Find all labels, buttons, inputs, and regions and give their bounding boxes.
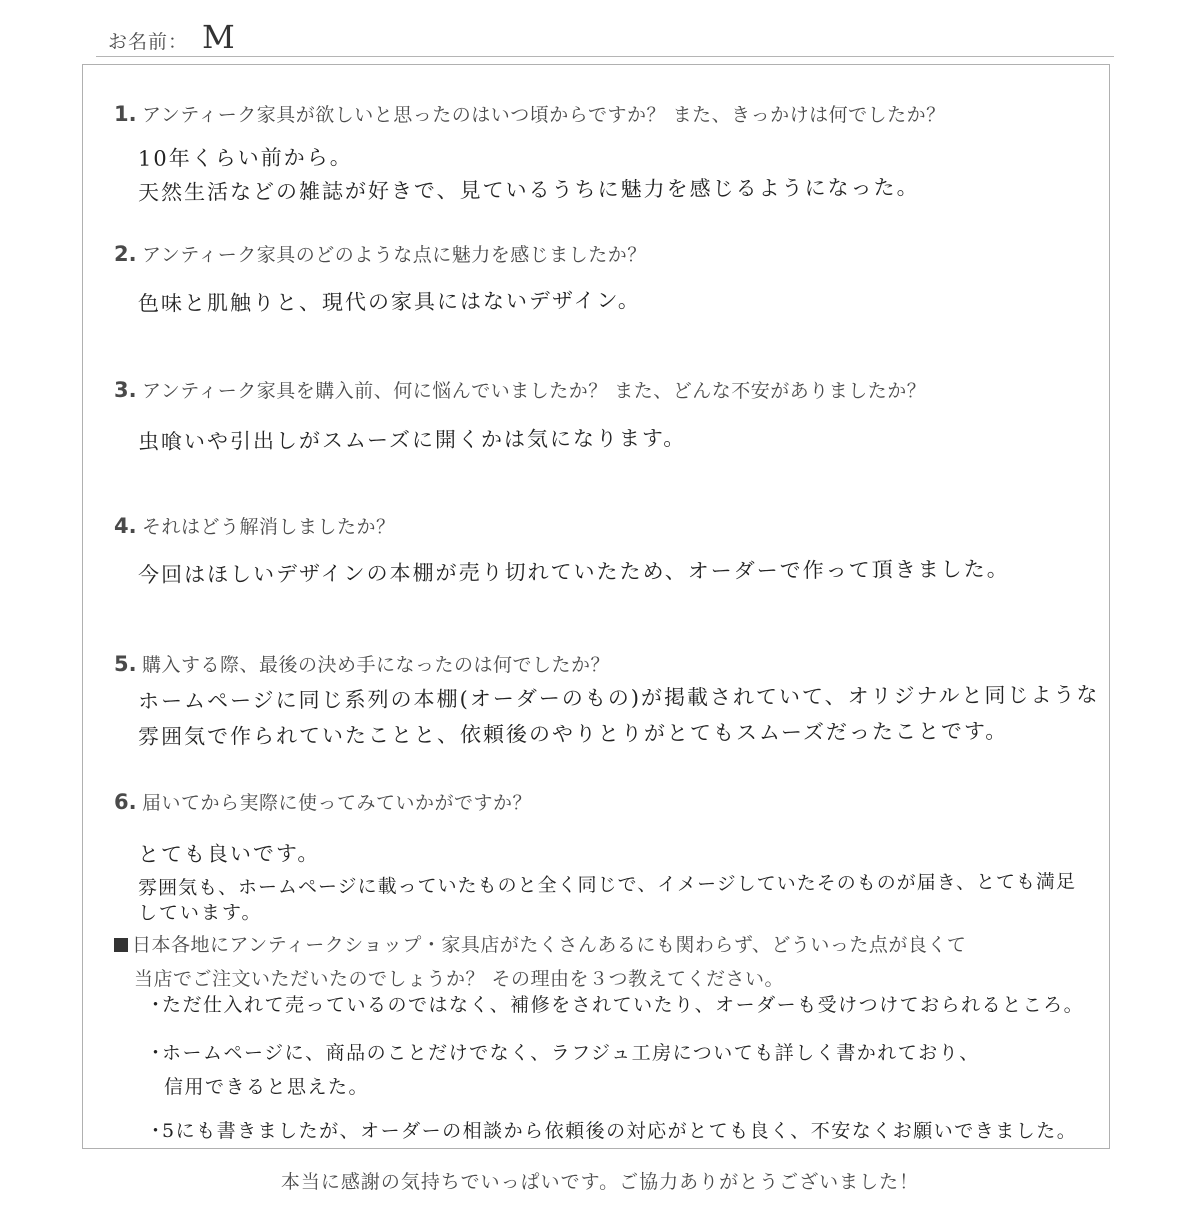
question-1	[114, 100, 946, 127]
name-underline	[96, 56, 1114, 57]
question-3	[114, 376, 926, 403]
question-text: アンティーク家具が欲しいと思ったのはいつ頃からですか？ また、きっかけは何でしたか？	[142, 104, 946, 126]
reason-text: ホームページに、商品のことだけでなく、ラフジュ工房についても詳しく書かれており、	[162, 1042, 980, 1064]
name-row	[108, 18, 235, 58]
reason-text: 5にも書きましたが、オーダーの相談から依頼後の対応がとても良く、不安なくお願いできました。	[162, 1120, 1078, 1142]
reason-item	[146, 990, 1084, 1017]
question-text: 届いてから実際に使ってみていかがですか？	[142, 792, 533, 814]
reason-item	[146, 1116, 1077, 1143]
answer-line: 10年くらい前から。	[137, 145, 353, 171]
reasons-question	[114, 928, 966, 996]
question-text: 購入する際、最後の決め手になったのは何でしたか？	[142, 654, 611, 676]
question-4	[114, 512, 396, 539]
question-2	[114, 240, 647, 267]
question-number: 3.	[114, 378, 137, 402]
question-number: 1.	[114, 102, 137, 126]
question-number: 5.	[114, 652, 137, 676]
question-6	[114, 788, 532, 815]
question-text: それはどう解消しましたか？	[142, 516, 396, 538]
question-number: 2.	[114, 242, 137, 266]
closing-message: 本当に感謝の気持ちでいっぱいです。ご協力ありがとうございました！	[280, 1171, 920, 1193]
reasons-question-line: 当店でご注文いただいたのでしょうか？ その理由を３つ教えてください。	[134, 968, 785, 990]
reason-item	[146, 1038, 980, 1065]
reason-bullet: ・	[146, 994, 167, 1016]
question-5	[114, 650, 610, 677]
reason-bullet: ・	[146, 1120, 167, 1142]
question-text: アンティーク家具を購入前、何に悩んでいましたか？ また、どんな不安がありましたか？	[142, 380, 927, 402]
answer-line: しています。	[137, 901, 263, 925]
reason-bullet: ・	[146, 1042, 167, 1064]
answer-line: 雰囲気も、ホームページに載っていたものと全く同じで、イメージしていたそのものが届き、とても満足	[137, 870, 1076, 900]
square-bullet-icon	[114, 938, 128, 952]
answer-line: 色味と肌触りと、現代の家具にはないデザイン。	[137, 288, 641, 316]
reason-text: ただ仕入れて売っているのではなく、補修をされていたり、オーダーも受けつけておられるところ。	[162, 994, 1085, 1016]
question-number: 6.	[114, 790, 137, 814]
reason-continuation: 信用できると思えた。	[164, 1076, 370, 1098]
answer-line: 今回はほしいデザインの本棚が売り切れていたため、オーダーで作って頂きました。	[137, 556, 1010, 588]
name-label: お名前：	[108, 31, 189, 53]
question-text: アンティーク家具のどのような点に魅力を感じましたか？	[142, 244, 647, 266]
answer-line: 虫喰いや引出しがスムーズに開くかは気になります。	[137, 426, 687, 454]
reasons-question-line: 日本各地にアンティークショップ・家具店がたくさんあるにも関わらず、どういった点が良くて	[132, 934, 967, 956]
answer-line: とても良いです。	[137, 841, 321, 867]
answer-line: 雰囲気で作られていたことと、依頼後のやりとりがとてもスムーズだったことです。	[137, 718, 1009, 750]
name-value: M	[202, 18, 235, 56]
question-number: 4.	[114, 514, 137, 538]
answer-line: 天然生活などの雑誌が好きで、見ているうちに魅力を感じるようになった。	[137, 175, 920, 205]
answer-line: ホームページに同じ系列の本棚(オーダーのもの)が掲載されていて、オリジナルと同じような	[137, 682, 1100, 714]
